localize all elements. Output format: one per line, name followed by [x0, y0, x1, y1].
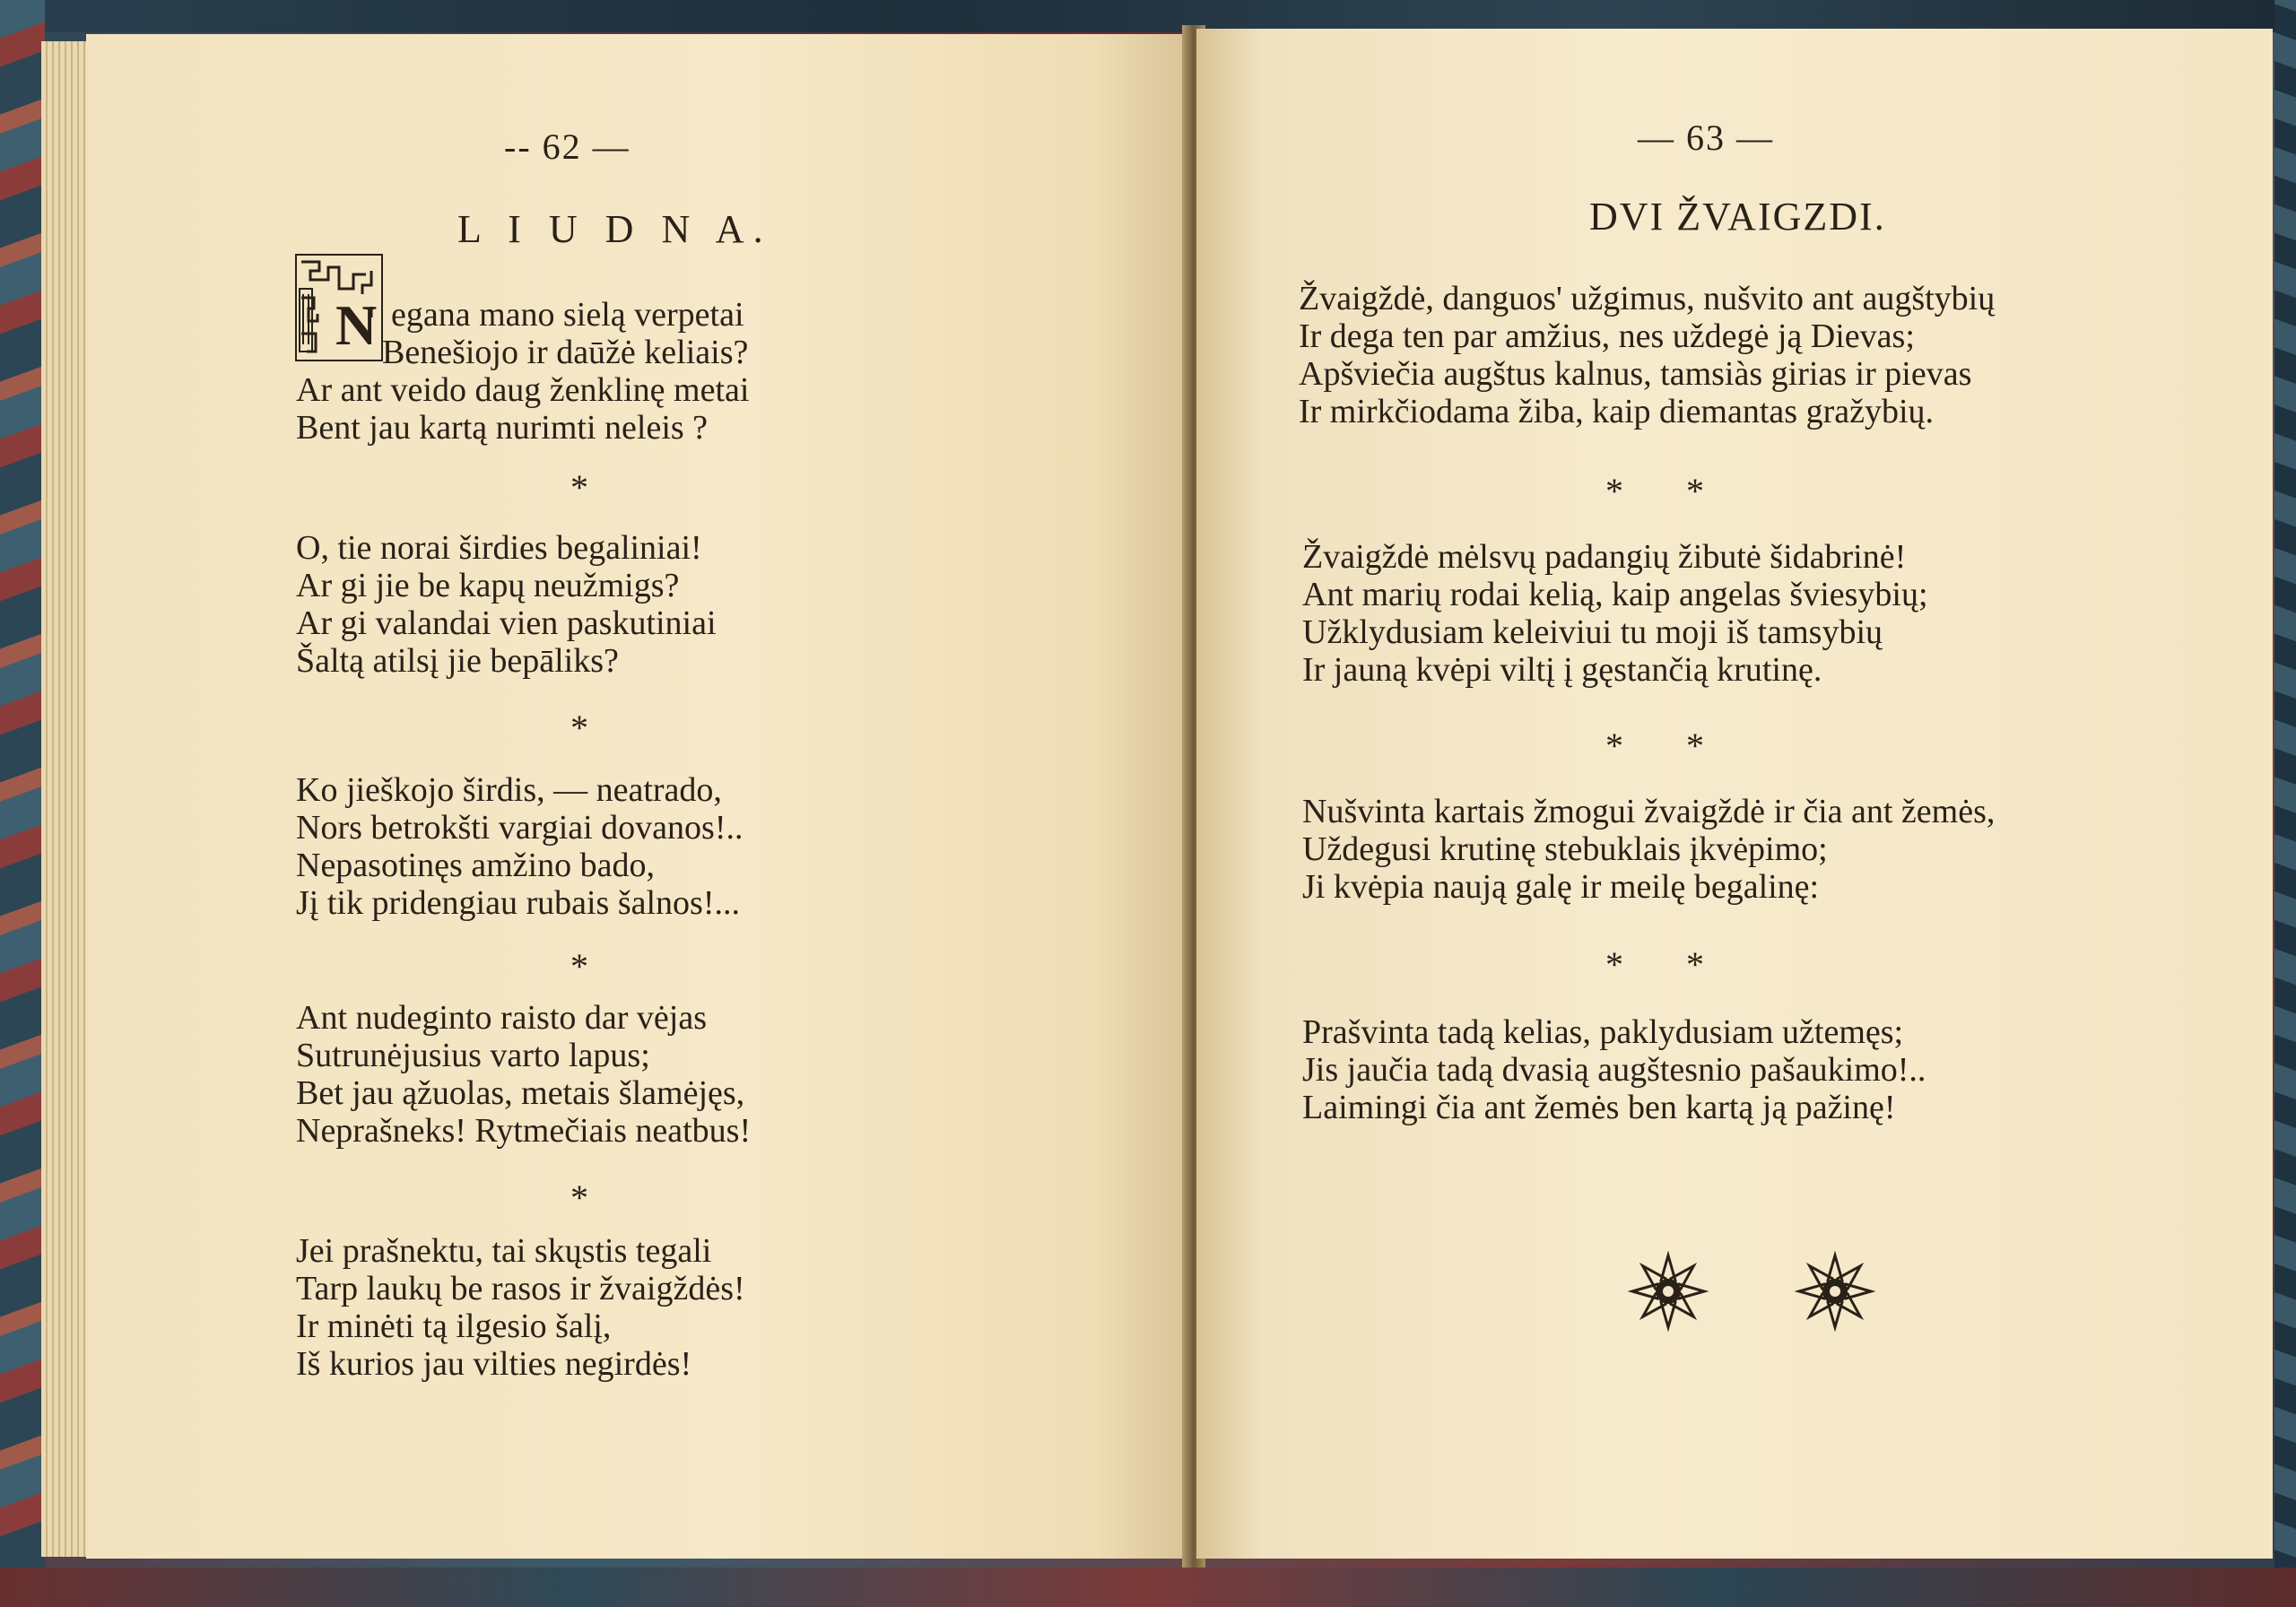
- verse-line: Neprašneks! Rytmečiais neatbus!: [296, 1112, 752, 1150]
- verse-line: Ant nudeginto raisto dar vėjas: [296, 999, 708, 1037]
- left-stanza-5: [296, 1232, 745, 1383]
- left-stanza-1: [296, 296, 749, 447]
- stanza-separator: *: [570, 946, 588, 986]
- stanza-separator: *: [570, 708, 588, 748]
- left-stanza-4: [296, 999, 751, 1150]
- verse-line: Jis jaučia tadą dvasią augštesnio pašaukimo!..: [1302, 1051, 1926, 1089]
- verse-line: Bet jau ąžuolas, metais šlamėjęs,: [296, 1074, 745, 1112]
- book-cover-top: [0, 0, 2296, 32]
- verse-line: Žvaigždė, danguos' užgimus, nušvito ant augštybių: [1299, 280, 1996, 317]
- verse-line: Jei prašnektu, tai skųstis tegali: [296, 1232, 712, 1270]
- verse-line: Ar gi valandai vien paskutiniai: [296, 604, 717, 642]
- stanza-separator: * *: [1605, 725, 1704, 766]
- verse-line: Nušvinta kartais žmogui žvaigždė ir čia ant žemės,: [1302, 793, 1996, 830]
- verse-line: Ar ant veido daug ženklinę metai: [296, 371, 750, 409]
- verse-line: Tarp laukų be rasos ir žvaigždės!: [296, 1270, 745, 1307]
- verse-line: Prašvinta tadą kelias, paklydusiam užtemęs;: [1302, 1013, 1904, 1051]
- right-stanza-2: [1302, 538, 1928, 689]
- verse-line: Laimingi čia ant žemės ben kartą ją pažinę!: [1302, 1089, 1896, 1126]
- right-stanza-4: [1302, 1013, 1926, 1126]
- verse-line: Ir mirkčiodama žiba, kaip diemantas gražybių.: [1299, 393, 1935, 430]
- verse-line: Apšviečia augštus kalnus, tamsiàs girias ir pievas: [1299, 355, 1972, 393]
- stanza-separator: * *: [1605, 471, 1704, 511]
- verse-line: egana mano sielą verpetai: [391, 296, 744, 334]
- verse-line: Užklydusiam keleiviui tu moji iš tamsybių: [1302, 613, 1883, 651]
- right-stanza-3: [1302, 793, 1995, 906]
- verse-line: Jį tik pridengiau rubais šalnos!...: [296, 884, 740, 922]
- verse-line: Šaltą atilsį jie bepāliks?: [296, 642, 619, 680]
- verse-line: Žvaigždė mėlsvų padangių žibutė šidabrinė!: [1302, 538, 1907, 576]
- verse-line: O, tie norai širdies begaliniai!: [296, 529, 702, 567]
- verse-line: Bent jau kartą nurimti neleis ?: [296, 409, 709, 447]
- left-page-number: -- 62 —: [504, 126, 631, 167]
- verse-line: Ir minėti tą ilgesio šalį,: [296, 1307, 612, 1345]
- dropcap-letter: N: [335, 293, 378, 357]
- verse-line: Iš kurios jau vilties negirdės!: [296, 1345, 692, 1383]
- verse-line: Uždegusi krutinę stebuklais įkvėpimo;: [1302, 830, 1828, 868]
- stanza-separator: *: [570, 467, 588, 508]
- verse-line: Benešiojo ir daūžė keliais?: [382, 334, 749, 371]
- marbled-cover-right: [2274, 0, 2296, 1607]
- left-poem-title: L I U D N A.: [457, 207, 772, 251]
- right-stanza-1: [1299, 280, 1995, 430]
- stanza-separator: * *: [1605, 944, 1704, 985]
- marbled-cover-left: [0, 0, 45, 1607]
- verse-line: Ir jauną kvėpi viltį į gęstančią krutinę.: [1302, 651, 1822, 689]
- verse-line: Ko jieškojo širdis, — neatrado,: [296, 771, 722, 809]
- verse-line: Ji kvėpia naują galę ir meilę begalinę:: [1302, 868, 1820, 906]
- right-page-number: — 63 —: [1638, 117, 1774, 158]
- verse-line: Nors betrokšti vargiai dovanos!..: [296, 809, 744, 847]
- verse-line: Sutrunėjusius varto lapus;: [296, 1037, 650, 1074]
- verse-line: Nepasotinęs amžino bado,: [296, 847, 655, 884]
- flower-ornament-icon: [1625, 1248, 1711, 1339]
- verse-line: Ir dega ten par amžius, nes uždegė ją Dievas;: [1299, 317, 1915, 355]
- verse-line: Ant marių rodai kelią, kaip angelas šviesybių;: [1302, 576, 1928, 613]
- marbled-cover-bottom: [0, 1568, 2296, 1607]
- left-stanza-3: [296, 771, 744, 922]
- flower-ornament-icon: [1792, 1248, 1878, 1339]
- verse-line: Ar gi jie be kapų neužmigs?: [296, 567, 680, 604]
- left-stanza-2: [296, 529, 717, 680]
- right-poem-title: DVI ŽVAIGZDI.: [1589, 195, 1886, 239]
- stanza-separator: *: [570, 1177, 588, 1218]
